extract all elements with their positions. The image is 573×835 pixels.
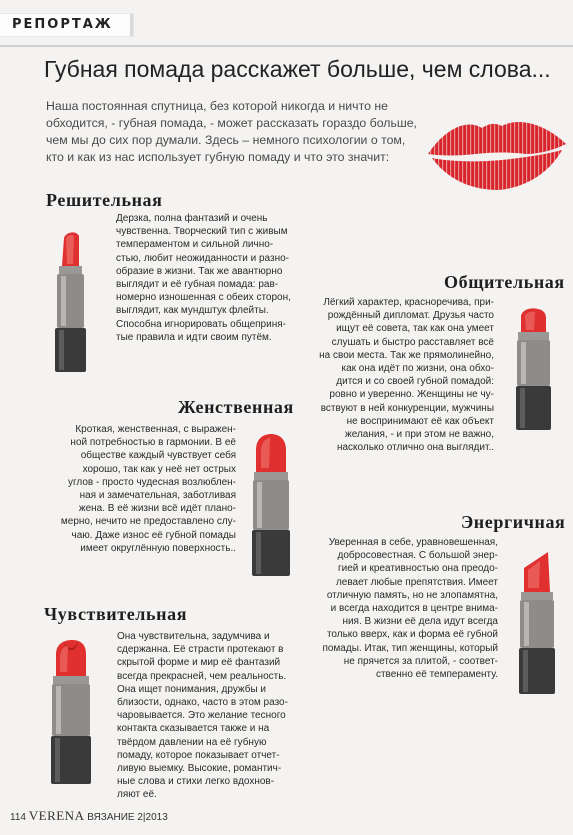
rubric-label: РЕПОРТАЖ	[12, 17, 113, 32]
section-text-sociable	[296, 296, 494, 454]
text-line: чаю. Даже износ её губной помады	[71, 529, 236, 541]
text-line: как она идёт по жизни, она обхо-	[341, 363, 494, 375]
text-line: рождённый дипломат. Друзья часто	[327, 310, 494, 322]
header-rule	[0, 45, 573, 47]
text-line: на свои места. Так же прямолинейно,	[319, 349, 494, 361]
text-line: ищут её совета, так как она умеет	[336, 323, 494, 335]
text-line: добросовестная. С большой энер-	[337, 550, 498, 562]
text-line: скрытой форме и мир её фантазий	[117, 657, 281, 669]
lipstick-energetic-image	[512, 548, 562, 696]
text-line: желания, - и при этом не важно,	[345, 429, 494, 441]
text-line: обществе каждый чувствует себя	[80, 450, 236, 462]
text-line: выглядит и её губная помада: рав-	[116, 279, 279, 291]
text-line: углов - просто чудесная возлюблен-	[67, 476, 236, 488]
lipstick-decisive-image	[46, 230, 98, 375]
text-line: только вверх, как и форма её губной	[326, 629, 498, 641]
text-line: помаду, которое показывает отчет-	[117, 749, 280, 761]
text-line: слушать и быстро расставляет всё	[331, 336, 494, 348]
text-line: ной потребностью в гармонии. В её	[70, 437, 236, 449]
text-line: сдержанна. Её страсти протекают в	[117, 644, 284, 656]
section-heading-sensitive: Чувствительная	[44, 604, 188, 624]
text-line: гией и креативностью она преодо-	[337, 563, 498, 575]
section-heading-energetic: Энергичная	[461, 512, 566, 532]
text-line: контакта сказывается также и на	[117, 723, 270, 735]
text-line: ственно её темпераменту.	[375, 669, 498, 681]
text-line: дится и со своей губной помадой:	[336, 376, 494, 388]
text-line: Способна игнорировать общеприня-	[116, 318, 286, 330]
text-line: выглядит, как мундштук флейты.	[116, 305, 269, 317]
text-line: Лёгкий характер, красноречива, при-	[323, 297, 494, 308]
text-line: близости, однако, часто в этом разо-	[117, 697, 288, 709]
page-number: 114	[10, 812, 26, 823]
lead-paragraph	[46, 98, 416, 166]
text-line: ная и замечательная, заботливая	[79, 490, 236, 502]
lipstick-sensitive-image	[44, 636, 98, 786]
text-line: стью, любит неожиданности и разно-	[116, 252, 289, 264]
text-line: чаровывается. Это желание тесного	[117, 710, 286, 722]
text-line: мерно, нечито не предоставлено слу-	[60, 516, 236, 528]
page-footer	[10, 808, 168, 824]
text-line: и всегда находится в центре внима-	[330, 603, 498, 615]
section-heading-sociable: Общительная	[444, 272, 565, 292]
text-line: не воспринимают её как объект	[346, 415, 494, 427]
text-line: темпераментом и сильной лично-	[116, 239, 274, 251]
text-line: помады. Итак, тип женщины, который	[322, 642, 498, 654]
lead-line: кто и как из нас использует губную помаду и что это значит:	[46, 150, 390, 164]
text-line: отличную память, но не злопамятна,	[326, 589, 498, 601]
text-line: всегда прекрасней, чем реальность.	[117, 670, 287, 682]
lead-line: чем мы до сих пор думали. Здесь – немного психологии о том,	[46, 133, 406, 147]
text-line: твёрдом давлении на её губную	[117, 736, 267, 748]
text-line: Дерзка, полна фантазий и очень	[116, 213, 268, 224]
lips-print-image	[422, 110, 570, 196]
text-line: жена. В её жизни всё идёт плано-	[78, 503, 236, 515]
text-line: имеет округлённую поверхность..	[80, 542, 236, 554]
text-line: ные слова и стихи легко вдохнов-	[117, 776, 275, 788]
section-heading-decisive: Решительная	[46, 190, 163, 210]
lead-line: Наша постоянная спутница, без которой никогда и ничто не	[46, 99, 388, 113]
text-line: насколько отлично она выглядит..	[336, 442, 494, 454]
text-line: образие в жизни. Так же авантюрно	[116, 265, 283, 277]
text-line: левает любые препятствия. Имеет	[335, 576, 498, 588]
text-line: не прячется за плитой, - соответ-	[343, 655, 498, 667]
rubric-tab	[0, 14, 133, 36]
text-line: ливую выемку. Высокие, романтич-	[117, 763, 282, 775]
text-line: вствуют в ней конкуренции, мужчины	[320, 402, 494, 414]
text-line: тые правила и идти своим путём.	[116, 331, 272, 343]
text-line: номерно изношенная с обеих сторон,	[116, 292, 291, 304]
text-line: ляют её.	[117, 789, 157, 801]
section-text-sensitive	[117, 630, 288, 802]
text-line: хорошо, так как у неё нет острых	[82, 463, 236, 475]
section-text-energetic	[300, 536, 498, 681]
section-text-decisive	[116, 212, 291, 344]
text-line: Она ищет понимания, дружбы и	[117, 683, 267, 695]
issue-label: ВЯЗАНИЕ 2|2013	[87, 812, 168, 823]
lipstick-sociable-image	[510, 304, 560, 432]
text-line: ния. В жизни её дела идут всегда	[342, 616, 498, 628]
text-line: чувственна. Творческий тип с живым	[116, 226, 288, 238]
text-line: Кроткая, женственная, с выражен-	[75, 424, 236, 435]
lipstick-feminine-image	[246, 432, 296, 578]
magazine-brand: VERENA	[28, 808, 85, 823]
section-text-feminine	[30, 423, 236, 555]
text-line: Уверенная в себе, уравновешенная,	[328, 537, 498, 548]
page-title: Губная помада расскажет больше, чем слова...	[44, 56, 551, 82]
text-line: Она чувствительна, задумчива и	[117, 631, 270, 642]
lead-line: обходится, - губная помада, - может рассказать гораздо больше,	[46, 116, 417, 130]
section-heading-feminine: Женственная	[178, 397, 294, 417]
text-line: ровно и уверенно. Женщины не чу-	[329, 389, 494, 401]
